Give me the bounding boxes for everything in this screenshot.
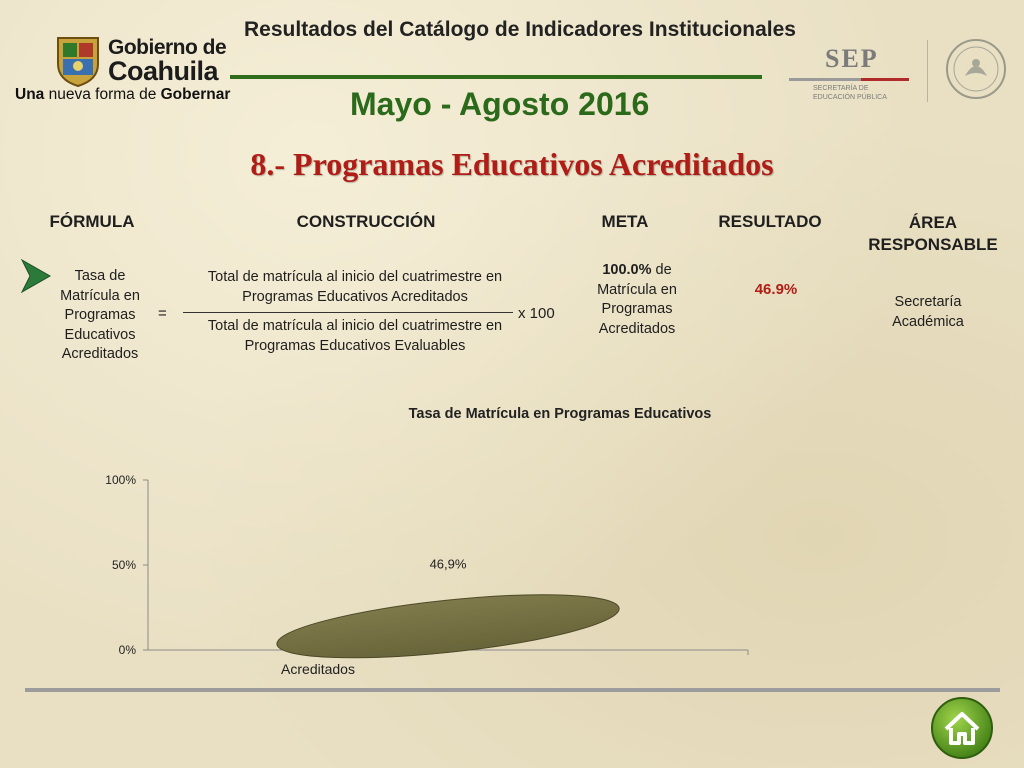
header-divider [230, 75, 762, 79]
area-cell: Secretaría Académica [892, 294, 964, 330]
x-tick-label: Acreditados [281, 661, 355, 677]
bar-top [274, 582, 622, 670]
fraction-numerator: Total de matrícula al inicio del cuatrimestre en Programas Educativos Acreditados [207, 269, 503, 305]
data-label: 46,9% [429, 556, 467, 572]
sep-logo [785, 38, 1015, 108]
national-seal-icon [945, 38, 1007, 100]
bar-acreditados [274, 582, 622, 670]
sep-subtitle: SECRETARÍA DE EDUCACIÓN PÚBLICA [813, 85, 887, 101]
formula-cell: Tasa de Matrícula en Programas Educativos Acreditados [60, 268, 140, 362]
logo-line1: Gobierno de [108, 36, 227, 59]
home-button[interactable] [930, 696, 994, 760]
y-tick-label: 50% [111, 558, 136, 572]
y-tick-label: 0% [118, 643, 136, 657]
sep-bar [789, 78, 909, 81]
gobierno-coahuila-logo [10, 28, 240, 108]
logo-divider [927, 40, 928, 102]
header-resultado: RESULTADO [718, 212, 822, 231]
coat-of-arms-icon [54, 34, 102, 88]
chart [90, 470, 770, 685]
header-area-responsable: ÁREA RESPONSABLE [868, 213, 998, 254]
logo-tagline: Una nueva forma de Gobernar [15, 86, 231, 103]
result-value: 46.9% [754, 281, 798, 298]
sep-wordmark: SEP [825, 44, 879, 73]
footer-divider [25, 688, 1000, 692]
section-title: 8.- Programas Educativos Acreditados [250, 146, 774, 182]
header-meta: META [601, 212, 649, 231]
y-tick-label: 100% [105, 473, 136, 487]
meta-cell: 100.0% de Matrícula en Programas Acreditados [597, 262, 677, 337]
period-title: Mayo - Agosto 2016 [350, 86, 650, 122]
equals-sign: = [158, 305, 167, 322]
fraction-line [183, 312, 513, 313]
header-construccion: CONSTRUCCIÓN [296, 212, 436, 231]
header-formula: FÓRMULA [49, 212, 135, 231]
multiplier: x 100 [518, 305, 555, 322]
chart-title: Tasa de Matrícula en Programas Educativos [408, 406, 712, 422]
logo-line2: Coahuila [108, 56, 219, 86]
page-title: Resultados del Catálogo de Indicadores Institucionales [244, 18, 796, 41]
fraction-denominator: Total de matrícula al inicio del cuatrimestre en Programas Educativos Evaluables [207, 318, 503, 354]
